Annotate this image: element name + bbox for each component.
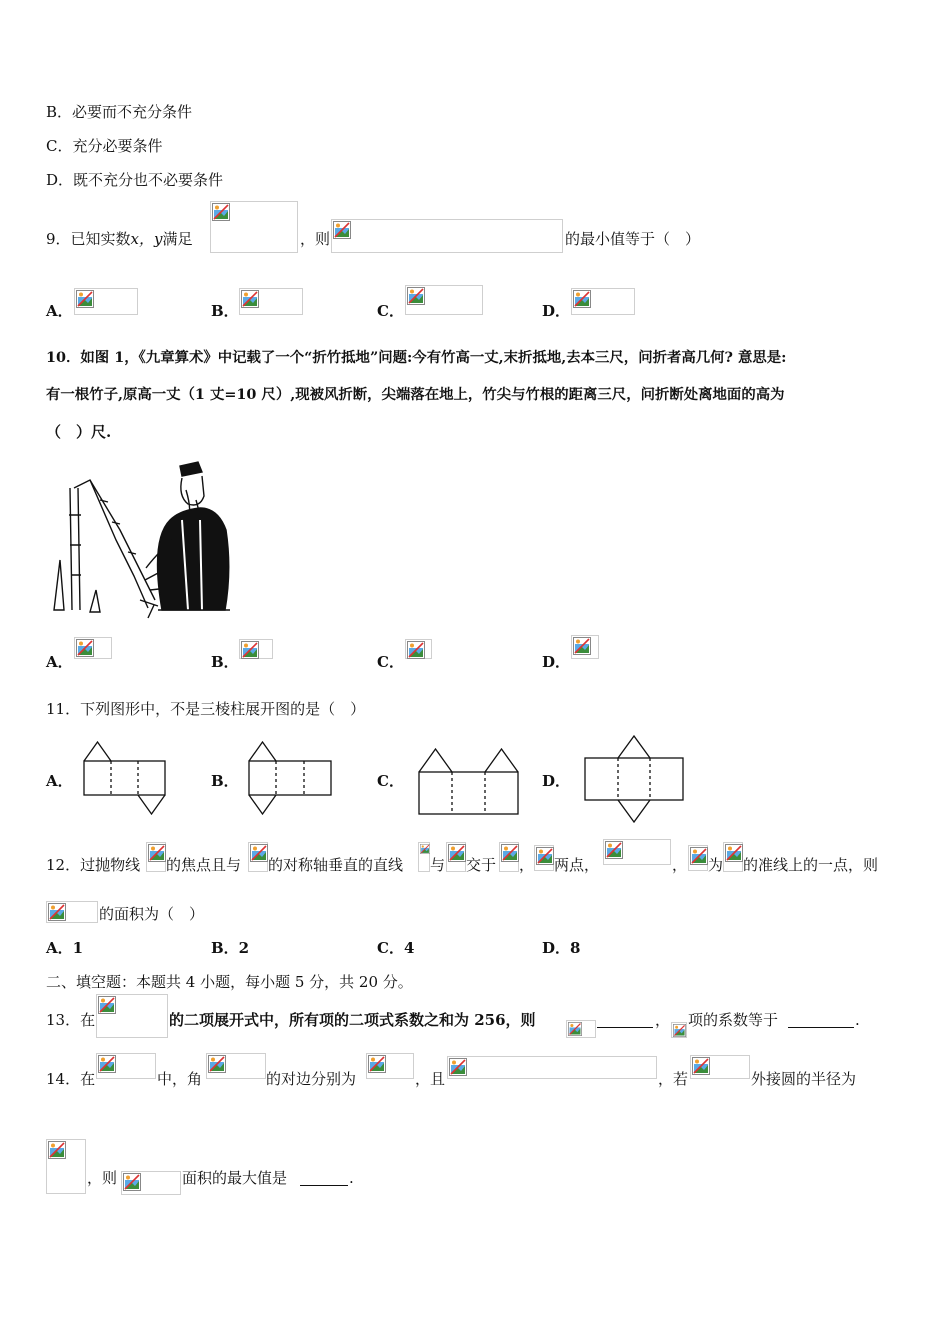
q10-stem-line-2: 有一根竹子,原高一丈（1 丈=10 尺）,现被风折断，尖端落在地上，竹尖与竹根的距离三尺，问折断处离地面的高为 (46, 386, 785, 403)
broken-image-icon (241, 641, 259, 659)
q12-text-10: 的准线上的一点，则 (743, 856, 879, 874)
broken-image-icon (420, 844, 430, 854)
q9-formula-image-1 (210, 201, 298, 253)
q12-option-b: B．2 (211, 939, 250, 957)
q12-formula-c (248, 842, 268, 872)
q12-formula-parabola (146, 842, 166, 872)
q9-option-b-image (239, 288, 303, 315)
q12-text-2: 的焦点且与 (166, 856, 242, 874)
q14-text-7: ，则 (87, 1169, 118, 1187)
q13-formula-n (566, 1020, 596, 1038)
broken-image-icon (407, 287, 425, 305)
q9-stem-comma: ，则 (300, 230, 331, 248)
q14-formula-triangle-abc-2 (690, 1055, 750, 1079)
q11-stem: 11．下列图形中，不是三棱柱展开图的是（ ） (46, 700, 366, 718)
q10-option-c-label: C． (377, 653, 404, 671)
broken-image-icon (48, 903, 66, 921)
q9-option-c-image (405, 285, 483, 315)
broken-image-icon (212, 203, 230, 221)
q12-formula-c3 (723, 842, 743, 872)
q14-formula-triangle-abc (96, 1053, 156, 1079)
broken-image-icon (241, 290, 259, 308)
broken-image-icon (673, 1024, 686, 1037)
broken-image-icon (208, 1055, 226, 1073)
q10-option-c-image (405, 639, 432, 659)
q10-stem-line-3: （ ）尺. (46, 423, 112, 441)
q12-formula-b (534, 845, 554, 871)
q10-option-a-label: A． (46, 653, 73, 671)
broken-image-icon (536, 847, 554, 865)
q14-text-3: 的对边分别为 (266, 1070, 357, 1088)
q9-stem-prefix: 9．已知实数x，y满足 (46, 230, 193, 248)
broken-image-icon (573, 290, 591, 308)
q9-option-c-label: C． (377, 302, 404, 320)
broken-image-icon (692, 1057, 710, 1075)
q10-option-d-image (571, 635, 599, 659)
q12-text-5: 交于 (466, 856, 497, 874)
broken-image-icon (333, 221, 351, 239)
bamboo-scholar-illustration (50, 460, 235, 620)
q12-text-9: 为 (708, 856, 724, 874)
q12-text-1: 12．过抛物线 (46, 856, 141, 874)
broken-image-icon (368, 1055, 386, 1073)
q14-formula-condition (447, 1056, 657, 1079)
q11-option-a-label: A． (46, 772, 73, 790)
broken-image-icon (448, 844, 466, 862)
broken-image-icon (98, 996, 116, 1014)
broken-image-icon (98, 1055, 116, 1073)
q11-option-c-label: C． (377, 772, 404, 790)
q11-net-a (80, 740, 170, 816)
q13-text-4: 项的系数等于 (688, 1011, 779, 1029)
q10-option-b-image (239, 639, 273, 659)
q14-formula-triangle-abc-3 (121, 1171, 181, 1195)
q13-text-1: 13．在 (46, 1011, 96, 1029)
q14-text-2: 中，角 (157, 1070, 203, 1088)
q12-option-d: D．8 (542, 939, 581, 957)
q9-stem-suffix: 的最小值等于（ ） (565, 230, 701, 248)
q9-option-a-label: A． (46, 302, 73, 320)
q13-formula-binomial (96, 994, 168, 1038)
broken-image-icon (568, 1022, 582, 1036)
q8-option-b: B．必要而不充分条件 (46, 103, 193, 121)
q12-text-11: 的面积为（ ） (99, 905, 205, 923)
q10-option-a-image (74, 637, 112, 659)
broken-image-icon (123, 1173, 141, 1191)
q12-text-6: ， (519, 856, 535, 874)
q9-formula-image-2 (331, 219, 563, 253)
q12-formula-triangle (46, 901, 98, 923)
broken-image-icon (250, 844, 268, 862)
q13-text-2: 的二项展开式中，所有项的二项式系数之和为 256，则 (169, 1011, 536, 1029)
q10-stem-line-1: 10．如图 1，《九章算术》中记载了一个“折竹抵地”问题:今有竹高一丈,末折抵地,去本三尺，问折者高几何? 意思是: (46, 349, 787, 366)
q14-formula-angles (206, 1053, 266, 1079)
broken-image-icon (148, 844, 166, 862)
q12-text-8: ， (672, 856, 688, 874)
q12-formula-ab-length (603, 839, 671, 865)
q14-text-5: ，若 (658, 1070, 689, 1088)
q10-option-b-label: B． (211, 653, 239, 671)
q8-option-d: D．既不充分也不必要条件 (46, 171, 224, 189)
q12-option-c: C．4 (377, 939, 415, 957)
q13-text-3: ， (655, 1011, 671, 1029)
q12-formula-c2 (446, 842, 466, 872)
q13-answer-blank-2[interactable] (788, 1010, 854, 1028)
broken-image-icon (573, 637, 591, 655)
q9-option-b-label: B． (211, 302, 239, 320)
broken-image-icon (76, 290, 94, 308)
q12-text-3: 的对称轴垂直的直线 (268, 856, 404, 874)
broken-image-icon (76, 639, 94, 657)
broken-image-icon (501, 844, 519, 862)
q14-answer-blank[interactable] (300, 1168, 348, 1186)
q14-formula-radius (46, 1139, 86, 1194)
broken-image-icon (449, 1058, 467, 1076)
q12-option-a: A．1 (46, 939, 84, 957)
q14-text-1: 14．在 (46, 1070, 96, 1088)
q14-formula-sides (366, 1053, 414, 1079)
q11-net-b (246, 740, 336, 816)
q11-option-b-label: B． (211, 772, 239, 790)
q9-option-d-label: D． (542, 302, 571, 320)
q14-text-4: ，且 (415, 1070, 446, 1088)
broken-image-icon (690, 847, 708, 865)
broken-image-icon (725, 844, 743, 862)
q12-formula-l (418, 842, 430, 872)
q13-answer-blank-1[interactable] (597, 1010, 653, 1028)
q12-formula-p (688, 845, 708, 871)
q12-text-4: 与 (430, 856, 446, 874)
q10-option-d-label: D． (542, 653, 571, 671)
q14-text-6: 外接圆的半径为 (751, 1070, 857, 1088)
q11-option-d-label: D． (542, 772, 571, 790)
broken-image-icon (407, 641, 425, 659)
broken-image-icon (605, 841, 623, 859)
section-2-heading: 二、填空题：本题共 4 小题，每小题 5 分，共 20 分。 (46, 973, 413, 991)
q8-option-c: C．充分必要条件 (46, 137, 163, 155)
q13-formula-term (671, 1022, 687, 1038)
q11-net-d (582, 734, 686, 824)
q12-text-7: 两点， (554, 856, 600, 874)
q14-text-8: 面积的最大值是 (182, 1169, 288, 1187)
q9-option-a-image (74, 288, 138, 315)
q14-text-9: . (349, 1169, 354, 1187)
q13-text-5: . (855, 1011, 860, 1029)
q9-option-d-image (571, 288, 635, 315)
q12-formula-a (499, 842, 519, 872)
broken-image-icon (48, 1141, 66, 1159)
q11-net-c (413, 746, 523, 818)
